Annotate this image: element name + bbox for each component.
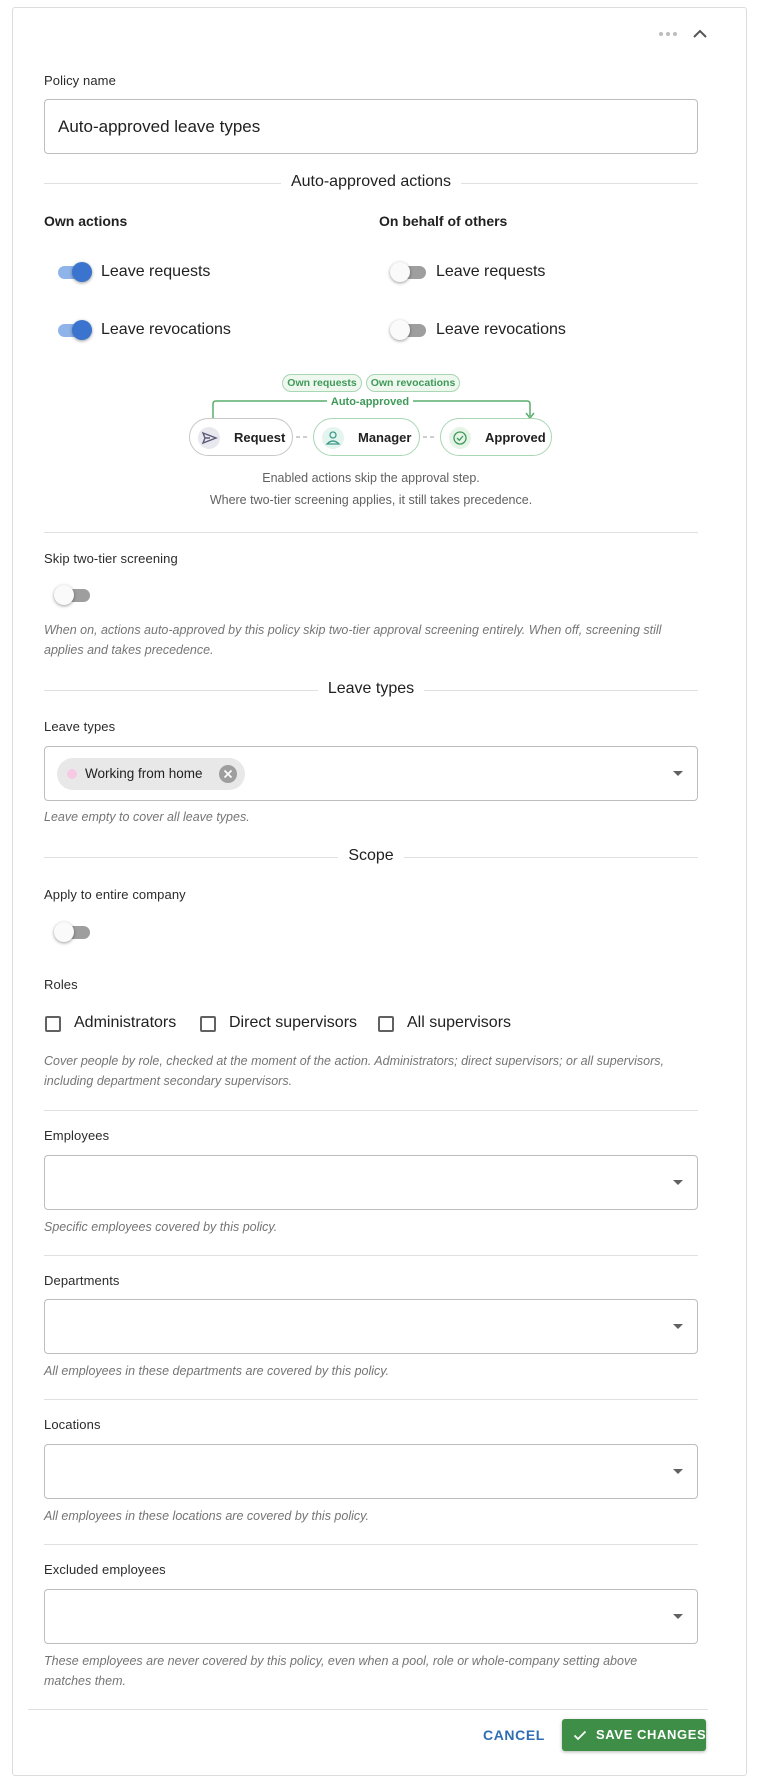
own-leave-revocations-label: Leave revocations [101,321,231,338]
others-leave-requests-label: Leave requests [436,263,546,280]
departments-label: Departments [44,1273,120,1288]
connector-dash [420,436,440,438]
skip-screening-toggle[interactable] [54,583,90,607]
excluded-employees-label: Excluded employees [44,1562,166,1577]
step-manager [313,418,420,456]
save-changes-button[interactable] [562,1719,706,1751]
administrators-label: Administrators [74,1014,177,1031]
own-revocations-tag: Own revocations [366,374,460,392]
locations-help: All employees in these locations are covered by this policy. [44,1509,369,1523]
person-icon [322,427,344,449]
others-leave-requests-toggle[interactable] [390,260,426,284]
own-leave-requests-label: Leave requests [101,263,211,280]
leave-types-section-title: Leave types [318,680,424,697]
own-actions-title: Own actions [44,213,128,229]
scope-section-divider [44,847,698,867]
policy-name-value: Auto-approved leave types [58,117,261,136]
chevron-up-icon[interactable] [690,24,710,44]
entire-company-label: Apply to entire company [44,887,186,902]
cancel-button[interactable]: CANCEL [483,1727,545,1743]
save-changes-label: SAVE CHANGES [596,1727,707,1742]
on-behalf-title: On behalf of others [379,213,508,229]
skip-screening-label: Skip two-tier screening [44,551,178,566]
dropdown-caret-icon [673,771,683,776]
entire-company-toggle[interactable] [54,920,90,944]
send-icon [198,427,220,449]
locations-label: Locations [44,1417,101,1432]
excluded-employees-select[interactable] [44,1589,698,1644]
auto-approved-bypass-label: Auto-approved [327,396,413,408]
all-supervisors-checkbox[interactable] [378,1016,394,1032]
direct-supervisors-checkbox[interactable] [200,1016,216,1032]
step-manager-label: Manager [358,430,412,445]
check-icon [572,1727,588,1743]
leave-types-select[interactable] [44,746,698,801]
employees-label: Employees [44,1128,110,1143]
others-leave-revocations-toggle[interactable] [390,318,426,342]
dropdown-caret-icon [673,1324,683,1329]
own-leave-revocations-toggle[interactable] [56,318,92,342]
policy-name-input[interactable] [44,99,698,154]
own-requests-tag: Own requests [282,374,362,392]
diagram-note-1: Enabled actions skip the approval step. [262,471,480,485]
connector-dash [293,436,313,438]
employees-select[interactable] [44,1155,698,1210]
footer-divider [28,1709,708,1710]
step-approved [440,418,552,456]
dropdown-caret-icon [673,1469,683,1474]
scope-section-title: Scope [338,847,403,864]
auto-approved-section-title: Auto-approved actions [281,173,461,190]
leave-types-label: Leave types [44,719,116,734]
departments-help: All employees in these departments are covered by this policy. [44,1364,390,1378]
policy-name-label: Policy name [44,73,116,88]
divider [44,1544,698,1545]
direct-supervisors-label: Direct supervisors [229,1014,358,1031]
departments-select[interactable] [44,1299,698,1354]
step-request-label: Request [234,430,286,445]
leave-types-help: Leave empty to cover all leave types. [44,810,250,824]
excluded-employees-help: These employees are never covered by this policy, even when a pool, role or whole-company setting above matches them. [44,1654,638,1688]
divider [44,1110,698,1111]
step-approved-label: Approved [485,430,546,445]
roles-help: Cover people by role, checked at the moment of the action. Administrators; direct supervisors; or all supervisors, including department secondary supervisors. [44,1054,664,1088]
leave-type-chip-label: Working from home [85,766,203,781]
employees-help: Specific employees covered by this policy. [44,1220,278,1234]
own-leave-requests-toggle[interactable] [56,260,92,284]
check-circle-icon [449,427,471,449]
dropdown-caret-icon [673,1614,683,1619]
divider [44,1399,698,1400]
divider [44,1255,698,1256]
all-supervisors-label: All supervisors [407,1014,512,1031]
divider [44,532,698,533]
others-leave-revocations-label: Leave revocations [436,321,566,338]
skip-screening-help: When on, actions auto-approved by this policy skip two-tier approval screening entirely. When off, screening still applies and takes precedence. [44,623,662,657]
dropdown-caret-icon [673,1180,683,1185]
roles-label: Roles [44,977,78,992]
remove-chip-icon[interactable] [219,765,237,783]
step-request [189,418,293,456]
leave-types-section-divider [44,680,698,700]
leave-type-color-dot [67,769,77,779]
administrators-checkbox[interactable] [45,1016,61,1032]
more-horizontal-icon[interactable] [656,27,680,41]
diagram-note-2: Where two-tier screening applies, it still takes precedence. [209,493,533,507]
auto-approved-section-divider [44,173,698,193]
locations-select[interactable] [44,1444,698,1499]
leave-type-chip [57,758,245,790]
